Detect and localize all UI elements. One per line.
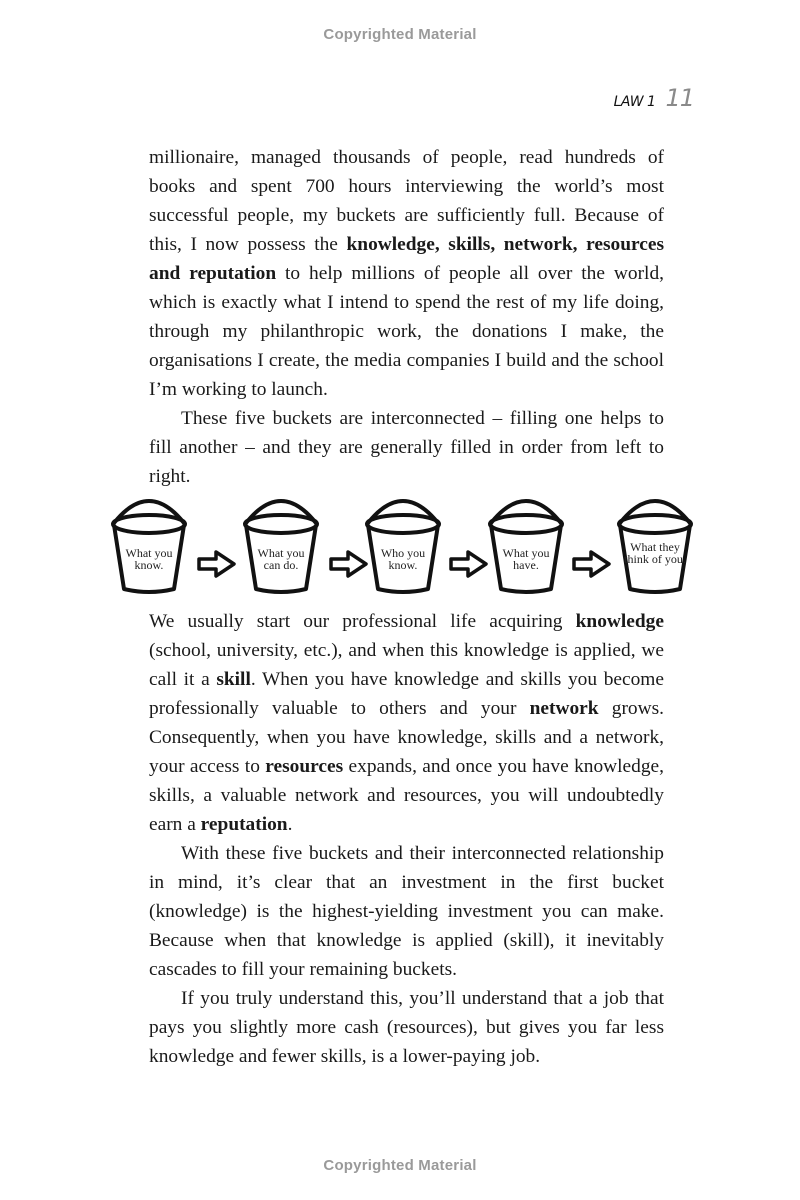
running-head <box>614 84 694 112</box>
paragraph-bucket-sequence: We usually start our professional life acquiring knowledge (school, university, etc.), and when this knowledge is applied, we call it a skill. When you have knowledge and skills you become professionally valuable to others and your network grows. Consequently, when you have knowledge, skills and a network, your access to resources expands, and once you have knowledge, skills, a valuable network and resources, you will undoubtedly earn a reputation. <box>149 611 665 835</box>
right-arrow-icon <box>448 549 490 579</box>
paragraph-continuation: millionaire, managed thousands of people, read hundreds of books and spent 700 hours interviewing the world’s most successful people, my buckets are sufficiently full. Because of this, I now possess the knowledge, skills, network, resources and reputation to help millions of people all over the world, which is exactly what I intend to spend the rest of my life doing, through my philanthropic work, the donations I make, the organisations I create, the media companies I build and the school I’m working to launch. <box>149 147 665 400</box>
copyright-watermark-top: Copyrighted Material <box>323 26 477 43</box>
section-label: LAW 1 <box>613 94 656 110</box>
paragraph-lower-paying-job: If you truly understand this, you’ll understand that a job that pays you slightly more cash (resources), but gives you far less knowledge and fewer skills, is a lower-paying job. <box>149 988 664 1067</box>
bucket-skills <box>240 497 322 595</box>
bucket-label: What you can do. <box>257 546 305 572</box>
bucket-resources <box>485 497 567 595</box>
bucket-network <box>362 497 444 595</box>
bucket-label: What you have. <box>502 546 550 572</box>
body-text-upper <box>149 143 664 491</box>
bold-buckets-list: knowledge, skills, network, resources and reputation <box>149 234 665 284</box>
body-text-lower <box>149 607 664 1071</box>
bucket-label: What they think of you. <box>624 540 686 566</box>
paragraph-first-bucket-investment: With these five buckets and their interconnected relationship in mind, it’s clear that an investment in the first bucket (knowledge) is the highest-yielding investment you can make. Because when that knowledge is applied (skill), it inevitably cascades to fill your remaining buckets. <box>149 843 664 980</box>
five-buckets-diagram <box>108 497 700 597</box>
page-number: 11 <box>665 84 694 112</box>
copyright-watermark-bottom: Copyrighted Material <box>323 1157 477 1174</box>
bucket-reputation <box>614 497 696 595</box>
bucket-label: What you know. <box>125 546 173 572</box>
right-arrow-icon <box>196 549 238 579</box>
bucket-label: Who you know. <box>380 546 426 572</box>
paragraph-buckets-interconnected: These five buckets are interconnected – filling one helps to fill another – and they are generally filled in order from left to right. <box>149 408 664 487</box>
bucket-knowledge <box>108 497 190 595</box>
right-arrow-icon <box>571 549 613 579</box>
